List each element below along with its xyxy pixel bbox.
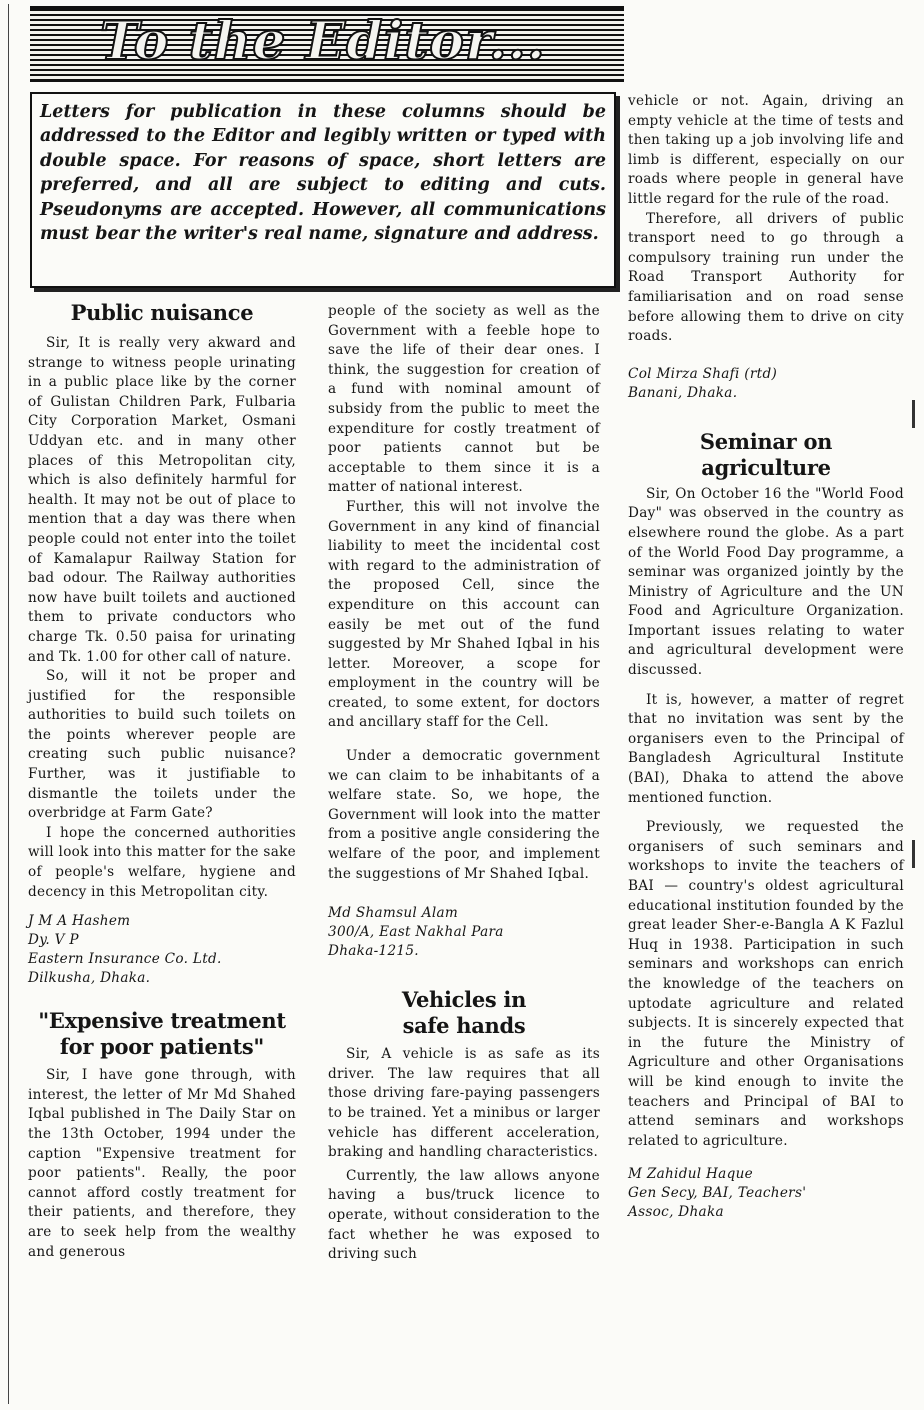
paragraph: I hope the concerned authorities will look into this matter for the sake of people's welfare, hygiene and decency in this Metropolitan city. — [28, 824, 296, 900]
paragraph: Sir, It is really very akward and strange to witness people urinating in a public place like by the corner of Gulistan Children Park, Fulbaria City Corporation Market, Osmani Uddyan etc. and in many other places of this Metropolitan city, which is also definitely harmful for health. It may not be out of place to mention that a day was there when people could not enter into the toilet of Kamalapur Railway Station for bad odour. The Railway authorities now have built toilets and auctioned them to private conductors who charge Tk. 0.50 paisa for urinating and Tk. 1.00 for other call of nature. — [28, 335, 296, 665]
paragraph: vehicle or not. Again, driving an empty vehicle at the time of tests and then taking up a job involving life and limb is different, especially on our roads where people in general have little regard for the rule of the road. — [628, 93, 904, 207]
signature-block — [28, 912, 296, 988]
signature-line: Banani, Dhaka. — [628, 384, 738, 401]
signature-block — [628, 365, 904, 403]
signature-line: Assoc, Dhaka — [628, 1204, 724, 1221]
signature-line: Gen Secy, BAI, Teachers' — [628, 1185, 807, 1202]
signature-block — [628, 1165, 904, 1222]
left-column-rule — [8, 4, 9, 1404]
margin-tick — [912, 840, 915, 868]
signature-line: Dilkusha, Dhaka. — [28, 970, 151, 987]
column-2 — [328, 302, 600, 1265]
paragraph: Therefore, all drivers of public transport need to go through a compulsory training run under the Road Transport Authority for familiarisation and on road sense before allowing them to drive on city roads. — [628, 210, 904, 345]
signature-line: Dhaka-1215. — [328, 943, 419, 960]
paragraph: Currently, the law allows anyone having a bus/truck licence to operate, without consideration to the fact whether he was exposed to driving such — [328, 1167, 600, 1263]
paragraph: Sir, On October 16 the "World Food Day" was observed in the country as elsewhere round the globe. As a part of the World Food Day programme, a seminar was organized jointly by the Ministry of Agriculture and the UN Food and Agriculture Organization. Important issues relating to water and agricultural development were discussed. — [628, 485, 904, 679]
headline-expensive-treatment: "Expensive treatment for poor patients" — [38, 1008, 286, 1060]
paragraph: people of the society as well as the Government with a feeble hope to save the life of their dear ones. I think, the suggestion for creation of a fund with nominal amount of subsidy from the public to meet the expenditure for costly treatment of poor patients cannot but be acceptable to them since it is a matter of national interest. — [328, 303, 600, 496]
column-1 — [28, 300, 296, 1262]
headline-vehicles: Vehicles in safe hands — [401, 987, 527, 1039]
paragraph: So, will it not be proper and justified for the responsible authorities to build such toilets on the points wherever people are creating such public nuisance? Further, was it justifiable to dismantle the toilets under the overbridge at Farm Gate? — [28, 668, 296, 822]
paragraph: Sir, A vehicle is as safe as its driver. The law requires that all those driving fare-paying passengers to be trained. Yet a minibus or larger vehicle has different acceleration, braking and handling characteristics. — [328, 1046, 600, 1161]
signature-line: Col Mirza Shafi (rtd) — [628, 365, 778, 382]
column-3 — [628, 92, 904, 1222]
masthead-title: To the Editor... — [100, 11, 546, 72]
paragraph: Under a democratic government we can claim to be inhabitants of a welfare state. So, we hope, the Government will look into the matter from a positive angle considering the welfare of the poor, and implement the suggestions of Mr Shahed Iqbal. — [328, 748, 600, 882]
signature-block — [328, 904, 600, 961]
margin-tick — [912, 400, 915, 428]
masthead-banner — [30, 6, 624, 82]
signature-line: Dy. V P — [28, 932, 79, 949]
signature-line: Md Shamsul Alam — [328, 905, 459, 922]
signature-line: M Zahidul Haque — [628, 1166, 753, 1183]
paragraph: It is, however, a matter of regret that no invitation was sent by the organisers even to the Principal of Bangladesh Agricultural Institute (BAI), Dhaka to attend the above mentioned function. — [628, 691, 904, 806]
headline-public-nuisance: Public nuisance — [70, 300, 254, 325]
paragraph: Previously, we requested the organisers of such seminars and workshops to invite the teachers of BAI — country's oldest agricultural educational institution founded by the great leader Sher-e-Bangla A K Fazlul Huq in 1938. Participation in such seminars and workshops can enrich the knowledge of the teachers on uptodate agriculture and related subjects. It is sincerely expected that in the future the Ministry of Agriculture and other Organisations will be kind enough to invite the teachers and Principal of BAI to attend seminars and workshops related to agriculture. — [628, 819, 904, 1149]
headline-seminar: Seminar on agriculture — [699, 428, 833, 480]
paragraph: Sir, I have gone through, with interest, the letter of Mr Md Shahed Iqbal published in The Daily Star on the 13th October, 1994 under the caption "Expensive treatment for poor patients". Really, the poor cannot afford costly treatment for their patients, and therefore, they are to seek help from the wealthy and generous — [28, 1067, 296, 1260]
editor-notice-box: Letters for publication in these columns should be addressed to the Editor and legibly written or typed with double space. For reasons of space, short letters are preferred, and all are subject to editing and cuts. Pseudonyms are accepted. However, all communications must bear the writer's real name, signature and address. — [30, 92, 616, 288]
paragraph: Further, this will not involve the Government in any kind of financial liability to meet the incidental cost with regard to the administration of the proposed Cell, since the expenditure on this account can easily be met out of the fund suggested by Mr Shahed Iqbal in his letter. Moreover, a scope for employment in the country will be created, to some extent, for doctors and ancillary staff for the Cell. — [328, 498, 600, 731]
signature-line: Eastern Insurance Co. Ltd. — [28, 951, 222, 968]
signature-line: 300/A, East Nakhal Para — [328, 924, 504, 941]
signature-line: J M A Hashem — [28, 913, 131, 930]
